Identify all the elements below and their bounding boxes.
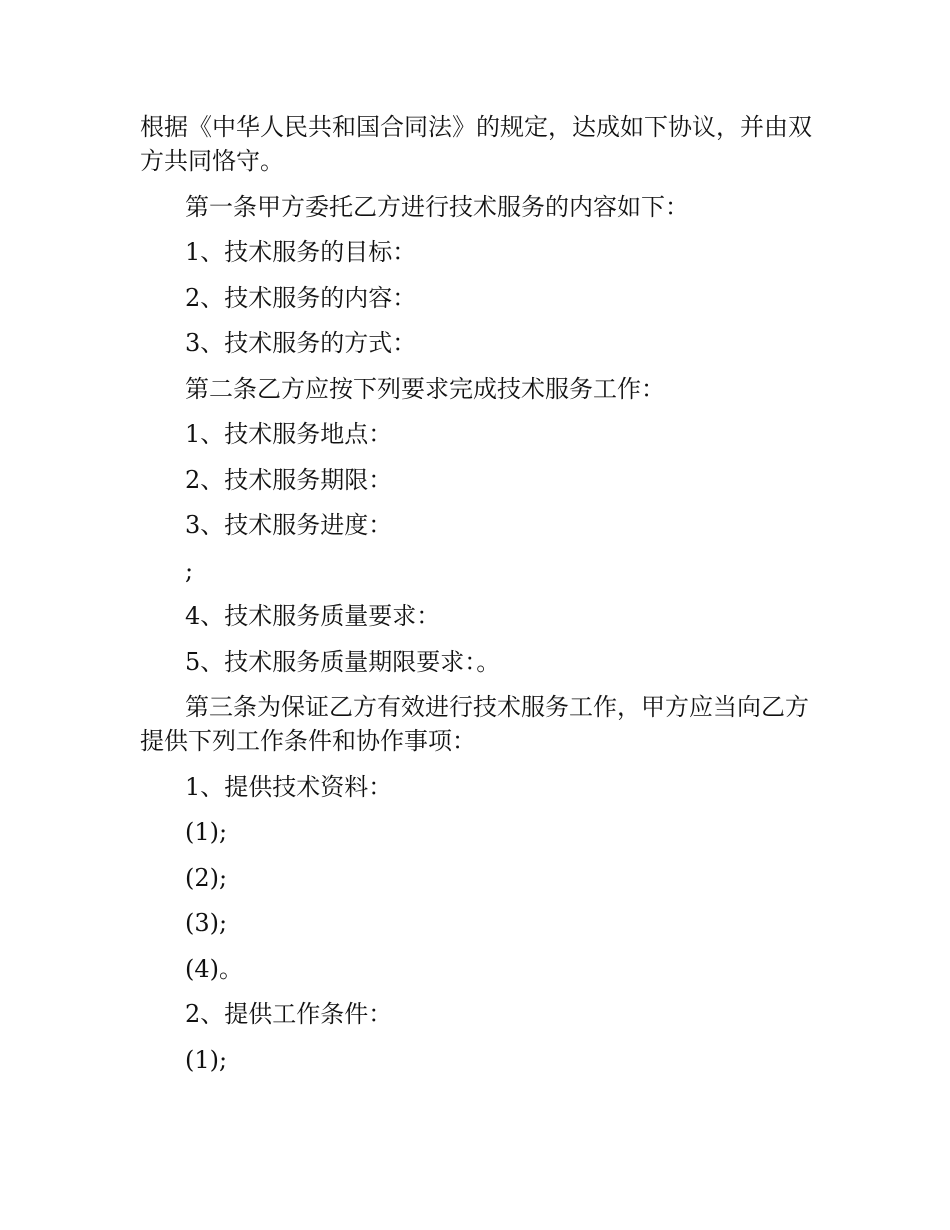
article-1-heading: 第一条甲方委托乙方进行技术服务的内容如下： bbox=[185, 192, 689, 221]
article-3-item-1-sub-3: (3); bbox=[185, 909, 228, 937]
document-body bbox=[140, 110, 820, 1088]
contract-preamble: 根据《中华人民共和国合同法》的规定，达成如下协议，并由双方共同恪守。 bbox=[140, 113, 812, 175]
article-2-item-2: 2、技术服务期限： bbox=[185, 465, 393, 494]
article-3-item-2-sub-1: (1); bbox=[185, 1045, 228, 1074]
article-2-item-1: 1、技术服务地点： bbox=[185, 420, 393, 448]
article-3-item-1-sub-4: (4)。 bbox=[185, 954, 243, 983]
article-2-item-3: 3、技术服务进度： bbox=[185, 511, 393, 539]
article-3-item-1-sub-1: (1); bbox=[185, 818, 228, 846]
article-2-item-3-blank: ; bbox=[185, 556, 194, 585]
article-3-heading: 第三条为保证乙方有效进行技术服务工作，甲方应当向乙方提供下列工作条件和协作事项： bbox=[140, 693, 809, 755]
article-3-item-1: 1、提供技术资料： bbox=[185, 772, 393, 801]
article-1-item-3: 3、技术服务的方式： bbox=[185, 329, 417, 357]
article-2-item-4: 4、技术服务质量要求： bbox=[185, 602, 441, 630]
article-3-item-2: 2、提供工作条件： bbox=[185, 1000, 393, 1028]
article-1-item-2: 2、技术服务的内容： bbox=[185, 283, 417, 312]
article-1-item-1: 1、技术服务的目标： bbox=[185, 238, 417, 266]
article-2-item-5: 5、技术服务质量期限要求：。 bbox=[185, 647, 501, 676]
article-3-item-1-sub-2: (2); bbox=[185, 863, 228, 892]
article-2-heading: 第二条乙方应按下列要求完成技术服务工作： bbox=[185, 374, 665, 403]
